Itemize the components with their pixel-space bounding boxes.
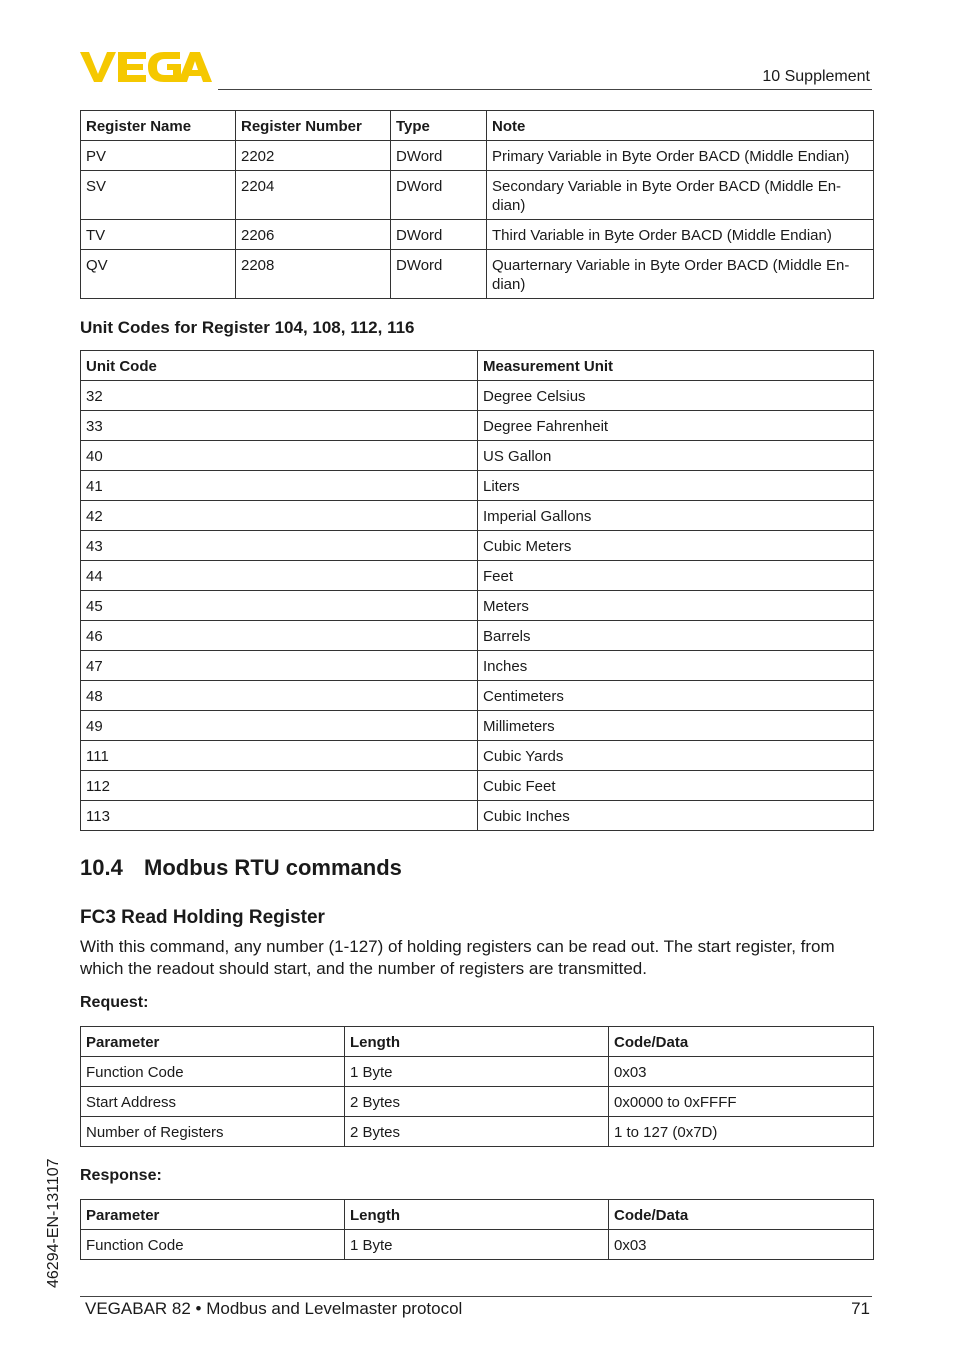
table-cell: SV bbox=[81, 171, 236, 220]
table-cell: Number of Registers bbox=[81, 1117, 345, 1147]
register-table bbox=[80, 110, 874, 299]
table-cell: DWord bbox=[391, 141, 487, 171]
table-row bbox=[81, 441, 874, 471]
table-cell: 33 bbox=[81, 411, 478, 441]
request-label: Request: bbox=[80, 994, 149, 1011]
table-cell: Degree Fahrenheit bbox=[478, 411, 874, 441]
table-cell: Imperial Gallons bbox=[478, 501, 874, 531]
column-header: Register Number bbox=[236, 111, 391, 141]
table-row bbox=[81, 771, 874, 801]
table-row bbox=[81, 501, 874, 531]
response-table bbox=[80, 1199, 874, 1260]
table-row bbox=[81, 621, 874, 651]
footer-title: VEGABAR 82 • Modbus and Levelmaster protocol bbox=[85, 1299, 463, 1318]
table-cell: Secondary Variable in Byte Order BACD (Middle En-dian) bbox=[487, 171, 874, 220]
table-cell: 41 bbox=[81, 471, 478, 501]
table-cell: 2 Bytes bbox=[345, 1087, 609, 1117]
table-row bbox=[81, 411, 874, 441]
column-header: Length bbox=[345, 1027, 609, 1057]
table-row bbox=[81, 651, 874, 681]
column-header: Parameter bbox=[81, 1027, 345, 1057]
table-cell: Feet bbox=[478, 561, 874, 591]
table-cell: 2204 bbox=[236, 171, 391, 220]
column-header: Measurement Unit bbox=[478, 351, 874, 381]
table-cell: Meters bbox=[478, 591, 874, 621]
table-cell: 112 bbox=[81, 771, 478, 801]
table-cell: Quarternary Variable in Byte Order BACD (Middle En-dian) bbox=[487, 250, 874, 299]
table-cell: TV bbox=[81, 220, 236, 250]
table-row bbox=[81, 171, 874, 220]
table-row bbox=[81, 1117, 874, 1147]
table-cell: 47 bbox=[81, 651, 478, 681]
table-cell: 1 to 127 (0x7D) bbox=[609, 1117, 874, 1147]
subsection-heading: FC3 Read Holding Register bbox=[80, 907, 325, 928]
column-header: Length bbox=[345, 1200, 609, 1230]
header-rule bbox=[218, 89, 872, 90]
table-cell: QV bbox=[81, 250, 236, 299]
table-row bbox=[81, 381, 874, 411]
column-header: Register Name bbox=[81, 111, 236, 141]
table-cell: 2208 bbox=[236, 250, 391, 299]
table-row bbox=[81, 1087, 874, 1117]
table-cell: 0x03 bbox=[609, 1057, 874, 1087]
table-cell: 113 bbox=[81, 801, 478, 831]
table-cell: Barrels bbox=[478, 621, 874, 651]
table-cell: 45 bbox=[81, 591, 478, 621]
section-number: 10.4 bbox=[80, 855, 123, 880]
table-row bbox=[81, 741, 874, 771]
table-row bbox=[81, 220, 874, 250]
column-header: Type bbox=[391, 111, 487, 141]
response-label: Response: bbox=[80, 1167, 162, 1184]
table-cell: 111 bbox=[81, 741, 478, 771]
table-cell: 1 Byte bbox=[345, 1230, 609, 1260]
table-row bbox=[81, 1057, 874, 1087]
vega-logo bbox=[80, 50, 212, 84]
table-cell: Third Variable in Byte Order BACD (Middle Endian) bbox=[487, 220, 874, 250]
unit-codes-table bbox=[80, 350, 874, 831]
table-cell: 48 bbox=[81, 681, 478, 711]
column-header: Code/Data bbox=[609, 1200, 874, 1230]
table-cell: Cubic Yards bbox=[478, 741, 874, 771]
unit-codes-heading: Unit Codes for Register 104, 108, 112, 116 bbox=[80, 318, 415, 337]
table-cell: 2206 bbox=[236, 220, 391, 250]
table-cell: DWord bbox=[391, 250, 487, 299]
table-cell: DWord bbox=[391, 171, 487, 220]
body-paragraph: With this command, any number (1-127) of holding registers can be read out. The start register, from which the readout should start, and the number of registers are transmitted. bbox=[80, 937, 835, 978]
table-cell: PV bbox=[81, 141, 236, 171]
table-header-row bbox=[81, 1027, 874, 1057]
table-row bbox=[81, 801, 874, 831]
column-header: Unit Code bbox=[81, 351, 478, 381]
table-cell: 43 bbox=[81, 531, 478, 561]
table-row bbox=[81, 250, 874, 299]
table-cell: 44 bbox=[81, 561, 478, 591]
table-row bbox=[81, 591, 874, 621]
table-header-row bbox=[81, 351, 874, 381]
footer-rule bbox=[80, 1296, 872, 1297]
table-cell: 49 bbox=[81, 711, 478, 741]
table-header-row bbox=[81, 1200, 874, 1230]
table-cell: Inches bbox=[478, 651, 874, 681]
table-cell: 1 Byte bbox=[345, 1057, 609, 1087]
table-row bbox=[81, 711, 874, 741]
document-code: 46294-EN-131107 bbox=[45, 1158, 62, 1288]
table-cell: Millimeters bbox=[478, 711, 874, 741]
table-row bbox=[81, 471, 874, 501]
column-header: Note bbox=[487, 111, 874, 141]
table-header-row bbox=[81, 111, 874, 141]
table-cell: Function Code bbox=[81, 1057, 345, 1087]
table-row bbox=[81, 1230, 874, 1260]
table-cell: 2202 bbox=[236, 141, 391, 171]
table-cell: Liters bbox=[478, 471, 874, 501]
table-cell: Function Code bbox=[81, 1230, 345, 1260]
table-cell: Primary Variable in Byte Order BACD (Middle Endian) bbox=[487, 141, 874, 171]
table-cell: Start Address bbox=[81, 1087, 345, 1117]
column-header: Code/Data bbox=[609, 1027, 874, 1057]
table-cell: Cubic Inches bbox=[478, 801, 874, 831]
column-header: Parameter bbox=[81, 1200, 345, 1230]
section-heading bbox=[80, 855, 402, 881]
table-cell: Cubic Meters bbox=[478, 531, 874, 561]
table-cell: 0x03 bbox=[609, 1230, 874, 1260]
table-cell: 46 bbox=[81, 621, 478, 651]
table-row bbox=[81, 681, 874, 711]
table-cell: 42 bbox=[81, 501, 478, 531]
table-cell: Cubic Feet bbox=[478, 771, 874, 801]
chapter-label: 10 Supplement bbox=[762, 68, 870, 85]
table-row bbox=[81, 531, 874, 561]
section-title: Modbus RTU commands bbox=[144, 855, 402, 880]
table-cell: 32 bbox=[81, 381, 478, 411]
table-cell: US Gallon bbox=[478, 441, 874, 471]
table-cell: 2 Bytes bbox=[345, 1117, 609, 1147]
table-row bbox=[81, 141, 874, 171]
request-table bbox=[80, 1026, 874, 1147]
table-row bbox=[81, 561, 874, 591]
table-cell: 40 bbox=[81, 441, 478, 471]
table-cell: DWord bbox=[391, 220, 487, 250]
page-number: 71 bbox=[851, 1299, 870, 1318]
table-cell: Degree Celsius bbox=[478, 381, 874, 411]
table-cell: 0x0000 to 0xFFFF bbox=[609, 1087, 874, 1117]
table-cell: Centimeters bbox=[478, 681, 874, 711]
